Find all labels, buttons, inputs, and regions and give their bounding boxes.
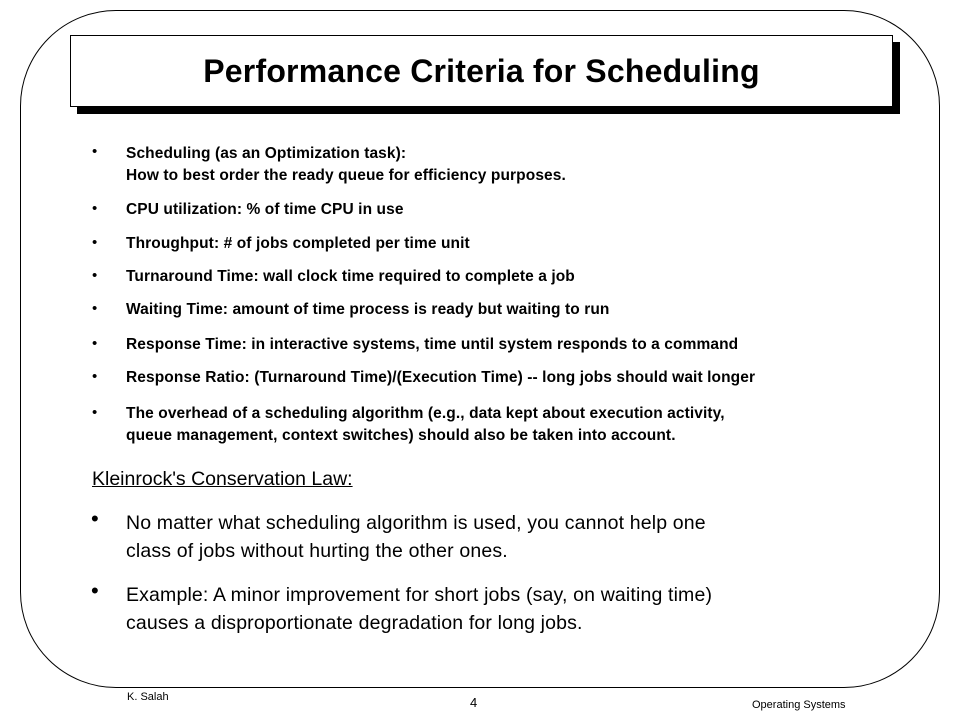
bullet-line: Throughput: # of jobs completed per time unit	[126, 235, 470, 252]
footer-page-number: 4	[470, 695, 478, 710]
bullet-line: class of jobs without hurting the other ones.	[126, 540, 508, 562]
footer-course: Operating Systems	[752, 699, 846, 711]
bullet-line: Response Ratio: (Turnaround Time)/(Execution Time) -- long jobs should wait longer	[126, 369, 756, 386]
bullet-line: Example: A minor improvement for short jobs (say, on waiting time)	[126, 584, 713, 606]
bullet-dot: •	[92, 200, 98, 217]
bullet-item-throughput	[126, 233, 916, 255]
bullet-item-overhead	[126, 403, 916, 447]
bullet-dot: •	[91, 506, 99, 531]
bullet-line: CPU utilization: % of time CPU in use	[126, 201, 404, 218]
bullet-item-turnaround-time	[126, 266, 916, 288]
law-bullet-no-matter	[126, 509, 886, 565]
footer-author: K. Salah	[127, 691, 169, 703]
slide-title: Performance Criteria for Scheduling	[203, 52, 760, 89]
bullet-dot: •	[92, 234, 98, 251]
bullet-item-waiting-time	[126, 299, 916, 321]
bullet-dot: •	[92, 267, 98, 284]
bullet-line: Waiting Time: amount of time process is ready but waiting to run	[126, 301, 610, 318]
title-box	[70, 35, 893, 107]
bullet-line: Turnaround Time: wall clock time required to complete a job	[126, 268, 575, 285]
bullet-dot: •	[91, 578, 99, 603]
bullet-line: Response Time: in interactive systems, time until system responds to a command	[126, 336, 739, 353]
bullet-item-response-ratio	[126, 367, 916, 389]
bullet-dot: •	[92, 143, 98, 160]
bullet-dot: •	[92, 368, 98, 385]
bullet-line: The overhead of a scheduling algorithm (e.g., data kept about execution activity,	[126, 405, 725, 422]
law-heading: Kleinrock's Conservation Law:	[92, 468, 353, 490]
bullet-item-optimization	[126, 143, 916, 187]
bullet-line: causes a disproportionate degradation for long jobs.	[126, 612, 583, 634]
bullet-line: queue management, context switches) should also be taken into account.	[126, 427, 676, 444]
bullet-dot: •	[92, 335, 98, 352]
bullet-line: Scheduling (as an Optimization task):	[126, 145, 407, 162]
law-bullet-example	[126, 581, 886, 637]
bullet-item-cpu-utilization	[126, 199, 916, 221]
bullet-dot: •	[92, 300, 98, 317]
bullet-dot: •	[92, 404, 98, 421]
bullet-line: No matter what scheduling algorithm is used, you cannot help one	[126, 512, 706, 534]
bullet-item-response-time	[126, 334, 916, 356]
bullet-line: How to best order the ready queue for efficiency purposes.	[126, 167, 566, 184]
